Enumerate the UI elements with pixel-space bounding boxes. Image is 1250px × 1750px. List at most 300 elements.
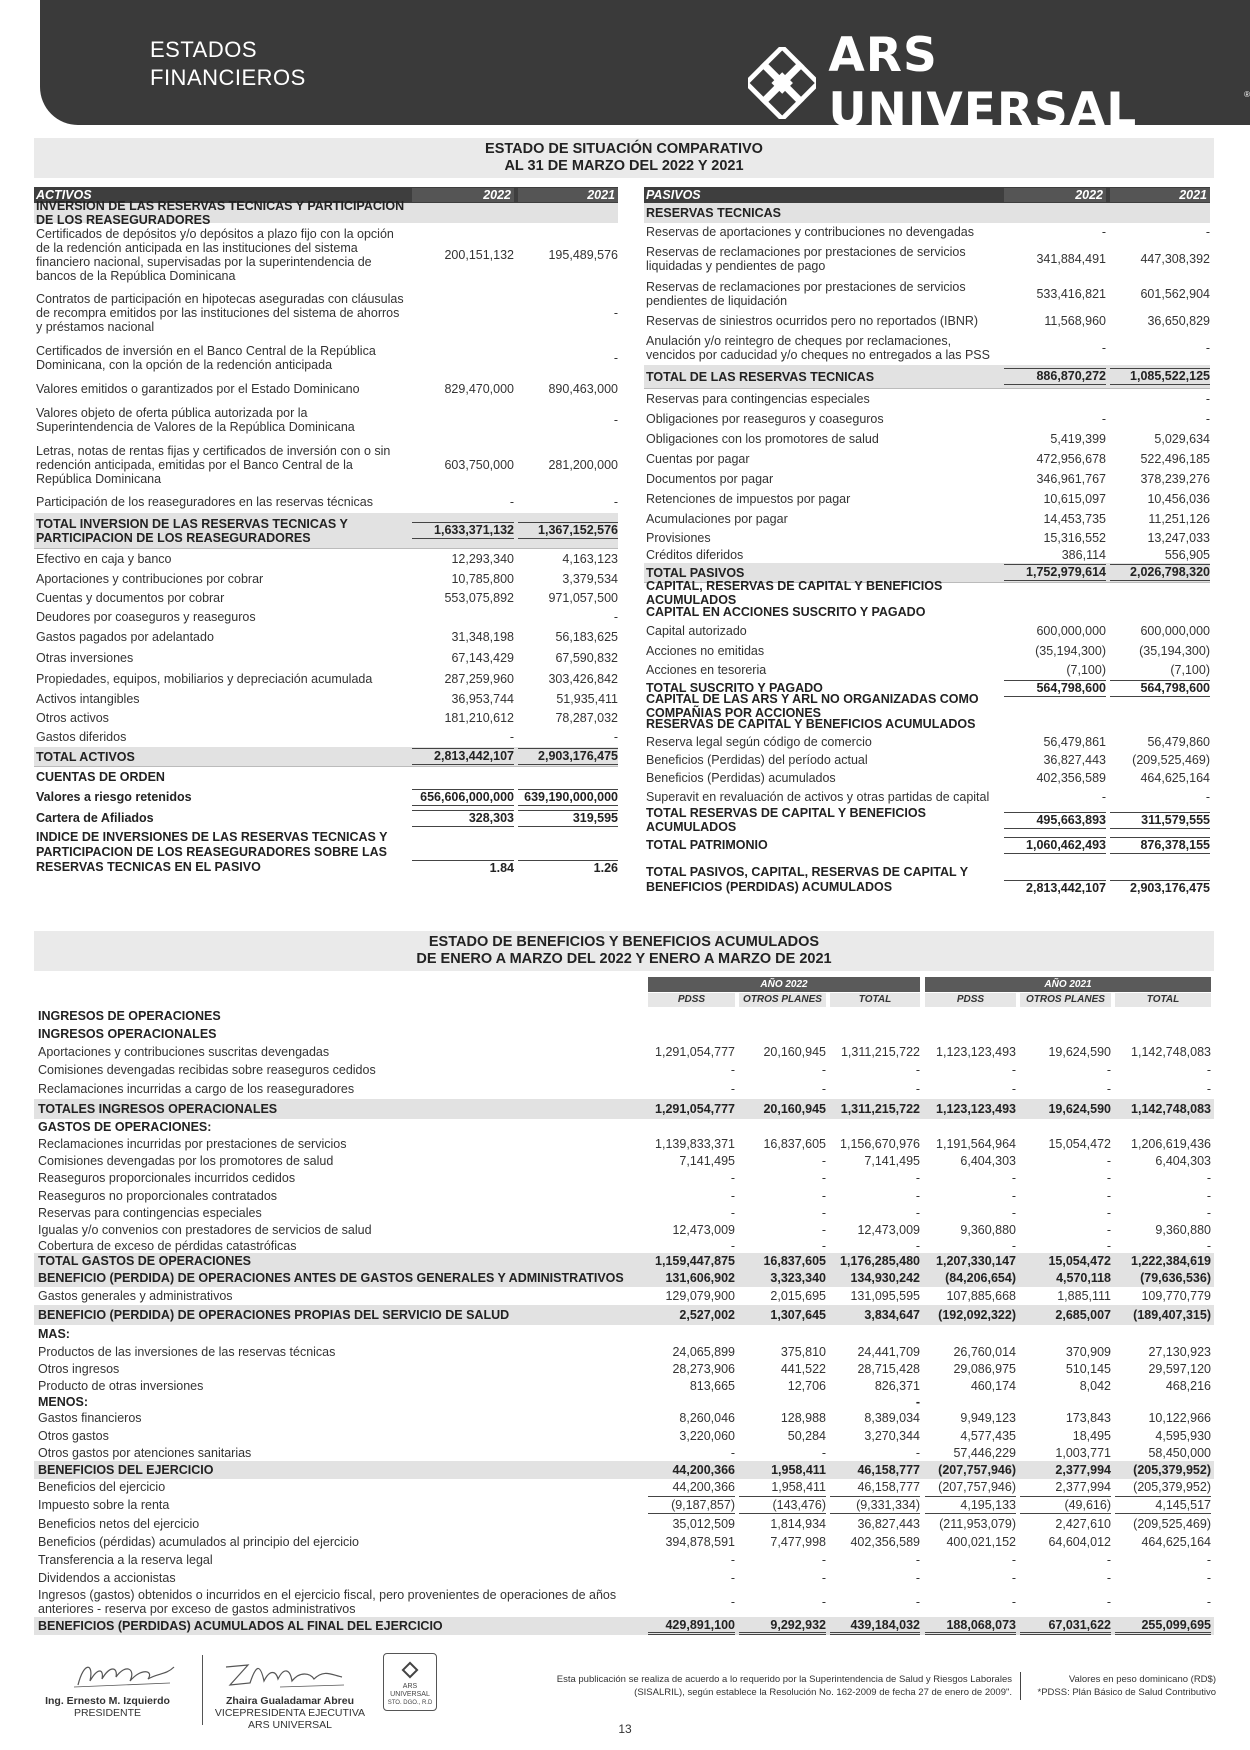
row-value-2021: 556,905	[1164, 548, 1210, 562]
row-value-2022: -	[509, 730, 514, 744]
page-number: 13	[618, 1722, 632, 1736]
income-row-label: Gastos financieros	[38, 1411, 142, 1425]
row-label: Acciones no emitidas	[646, 644, 765, 658]
balance-row	[34, 491, 618, 513]
balance-row	[34, 513, 618, 549]
company-seal	[383, 1653, 437, 1711]
row-value-2022: 31,348,198	[451, 630, 514, 644]
row-value-2021: 3,379,534	[562, 572, 618, 586]
balance-row	[34, 589, 618, 607]
income-row-value: 58,450,000	[1148, 1446, 1211, 1460]
income-rows	[34, 1007, 1214, 1635]
income-row-value: 375,810	[780, 1345, 826, 1359]
income-row-value: 28,273,906	[672, 1362, 735, 1376]
income-row	[34, 1533, 1214, 1551]
row-value-2021: 600,000,000	[1140, 624, 1210, 638]
page-header	[40, 0, 1250, 138]
income-row-value: -	[730, 1063, 735, 1077]
row-label: Reservas para contingencias especiales	[646, 392, 870, 406]
income-row-value: -	[730, 1082, 735, 1096]
income-row	[34, 1479, 1214, 1495]
income-row-value: (84,206,654)	[945, 1271, 1016, 1285]
row-label: Créditos diferidos	[646, 548, 744, 562]
row-label: Reserva legal según código de comercio	[646, 735, 872, 749]
row-value-2022: -	[1101, 341, 1106, 355]
income-row-value: (9,187,857)	[648, 1496, 735, 1514]
income-row-value: 1,291,054,777	[655, 1102, 735, 1116]
row-label: Deudores por coaseguros y reaseguros	[36, 610, 256, 624]
publication-note-line-1: Esta publicación se realiza de acuerdo a lo requerido por la Superintendencia de Salud y Riesgos Laborales	[556, 1674, 1012, 1685]
row-value-2021: 2,903,176,475	[518, 748, 618, 765]
income-row-label: BENEFICIOS DEL EJERCICIO	[38, 1463, 214, 1477]
income-row-value: 1,123,123,493	[936, 1045, 1016, 1059]
brand-logo	[748, 28, 1250, 138]
income-row-value: 1,156,670,976	[840, 1137, 920, 1151]
income-row-value: (189,407,315)	[1133, 1308, 1211, 1322]
balance-row	[644, 489, 1210, 509]
income-row-value: -	[821, 1154, 826, 1168]
income-row-value: 4,577,435	[960, 1429, 1016, 1443]
liabilities-header-year-2: 2021	[1110, 188, 1210, 202]
income-row-value: 188,068,073	[925, 1618, 1016, 1635]
balance-row	[644, 203, 1210, 223]
balance-row	[34, 439, 618, 491]
row-value-2021: 2,903,176,475	[1110, 880, 1210, 895]
assets-header-year-1: 2022	[412, 188, 514, 202]
income-row-value: 29,597,120	[1148, 1362, 1211, 1376]
row-value-2021: 601,562,904	[1140, 287, 1210, 301]
income-row-value: (209,525,469)	[1133, 1517, 1211, 1531]
row-value-2021: 447,308,392	[1140, 252, 1210, 266]
row-value-2021: 303,426,842	[548, 672, 618, 686]
balance-row	[644, 769, 1210, 787]
row-label: Anulación y/o reintegro de cheques por reclamaciones, vencidos por caducidad y/o cheques no entregados a las PSS	[646, 334, 990, 362]
row-label: Beneficios (Perdidas) acumulados	[646, 771, 836, 785]
income-row-value: 57,446,229	[953, 1446, 1016, 1460]
signature-2-name: Zhaira Gualadamar Abreu	[226, 1695, 354, 1707]
income-row-value: 1,142,748,083	[1131, 1102, 1211, 1116]
income-row-value: 131,606,902	[665, 1271, 735, 1285]
row-label: Certificados de inversión en el Banco Central de la República Dominicana, con la opción de la redención anticipada	[36, 344, 376, 372]
income-row-value: (205,379,952)	[1133, 1480, 1211, 1494]
row-value-2021: 319,595	[518, 810, 618, 827]
row-label: Superavit en revaluación de activos y otras partidas de capital	[646, 790, 990, 804]
income-row-value: -	[1106, 1571, 1111, 1585]
row-value-2022: 1,633,371,132	[412, 522, 514, 539]
income-row-value: 460,174	[970, 1379, 1016, 1393]
balance-row	[644, 547, 1210, 563]
income-row-value: 2,527,002	[679, 1308, 735, 1322]
income-row-label: Comisiones devengadas por los promotores de salud	[38, 1154, 334, 1168]
row-value-2021: 639,190,000,000	[518, 789, 618, 806]
row-value-2021: 890,463,000	[548, 382, 618, 396]
row-label: Beneficios (Perdidas) del período actual	[646, 753, 868, 767]
income-row	[34, 1343, 1214, 1361]
row-value-2022: 56,479,861	[1043, 735, 1106, 749]
income-row-value: 10,122,966	[1148, 1411, 1211, 1425]
income-row-value: -	[1106, 1189, 1111, 1203]
balance-row	[644, 241, 1210, 277]
row-value-2021: 281,200,000	[548, 458, 618, 472]
row-value-2022: 1,060,462,493	[1004, 837, 1106, 854]
income-row-label: BENEFICIO (PERDIDA) DE OPERACIONES ANTES DE GASTOS GENERALES Y ADMINISTRATIVOS	[38, 1271, 624, 1285]
balance-row	[644, 807, 1210, 833]
income-row	[34, 1169, 1214, 1187]
document-title	[150, 36, 306, 92]
income-row-value: 3,323,340	[770, 1271, 826, 1285]
income-row-value: 441,522	[780, 1362, 826, 1376]
income-row-value: (49,616)	[1020, 1496, 1111, 1514]
title-line-1: ESTADOS	[150, 37, 258, 62]
row-label: Efectivo en caja y banco	[36, 552, 172, 566]
income-row-value: -	[915, 1571, 920, 1585]
income-row-value: 2,685,007	[1055, 1308, 1111, 1322]
income-row-label: Reservas para contingencias especiales	[38, 1206, 262, 1220]
assets-header-label: ACTIVOS	[36, 188, 92, 202]
row-label: Obligaciones por reaseguros y coaseguros	[646, 412, 884, 426]
income-row-value: (207,757,946)	[938, 1463, 1016, 1477]
income-row-value: 19,624,590	[1048, 1045, 1111, 1059]
row-value-2022: 472,956,678	[1036, 452, 1106, 466]
income-row	[34, 1187, 1214, 1205]
income-row-value: 29,086,975	[953, 1362, 1016, 1376]
income-row-value: -	[915, 1171, 920, 1185]
income-row-value: 1,311,215,722	[840, 1102, 920, 1116]
income-row	[34, 1569, 1214, 1587]
row-label: TOTAL PASIVOS	[646, 565, 745, 580]
balance-row	[34, 709, 618, 727]
balance-row	[644, 365, 1210, 389]
balance-row	[34, 829, 618, 875]
income-row	[34, 1495, 1214, 1515]
income-row-value: -	[730, 1189, 735, 1203]
income-row-value: 3,220,060	[679, 1429, 735, 1443]
income-row-label: BENEFICIOS (PERDIDAS) ACUMULADOS AL FINAL DEL EJERCICIO	[38, 1619, 443, 1633]
liabilities-header-row	[644, 187, 1210, 203]
income-title-line-1: ESTADO DE BENEFICIOS Y BENEFICIOS ACUMULADOS	[428, 934, 820, 950]
row-label: TOTAL INVERSION DE LAS RESERVAS TECNICAS Y PARTICIPACION DE LOS REASEGURADORES	[36, 516, 348, 545]
balance-row	[34, 767, 618, 787]
income-title-line-2: DE ENERO A MARZO DEL 2022 Y ENERO A MARZO DE 2021	[416, 951, 832, 967]
income-row-value: -	[1011, 1571, 1016, 1585]
row-value-2021: 56,479,860	[1147, 735, 1210, 749]
income-row-value: 4,570,118	[1056, 1271, 1111, 1285]
income-row-label: Gastos generales y administrativos	[38, 1289, 233, 1303]
income-row	[34, 1253, 1214, 1269]
balance-row	[644, 603, 1210, 621]
income-row	[34, 1361, 1214, 1377]
income-row-value: 4,195,133	[925, 1496, 1016, 1514]
income-row	[34, 1445, 1214, 1461]
row-value-2021: 1,085,522,125	[1110, 368, 1210, 385]
income-row-value: 16,837,605	[763, 1137, 826, 1151]
balance-row	[34, 339, 618, 377]
income-row-value: 1,191,564,964	[936, 1137, 1016, 1151]
row-label: Acumulaciones por pagar	[646, 512, 788, 526]
income-row-label: Reclamaciones incurridas a cargo de los reaseguradores	[38, 1082, 355, 1096]
row-value-2021: (35,194,300)	[1139, 644, 1210, 658]
row-value-2021: -	[1205, 412, 1210, 426]
income-row	[34, 1587, 1214, 1617]
balance-row	[644, 509, 1210, 529]
row-label: Valores objeto de oferta pública autorizada por la Superintendencia de Valores de la República Dominicana	[36, 406, 355, 434]
row-value-2021: 5,029,634	[1154, 432, 1210, 446]
income-row-value: -	[915, 1553, 920, 1567]
income-row-value: -	[1206, 1553, 1211, 1567]
balance-row	[644, 223, 1210, 241]
income-row-label: MENOS:	[38, 1395, 88, 1409]
row-value-2021: -	[1205, 790, 1210, 804]
income-row-value: 2,377,994	[1055, 1463, 1111, 1477]
balance-row	[644, 449, 1210, 469]
income-column-label: OTROS PLANES	[1020, 993, 1111, 1007]
income-row-value: 8,042	[1079, 1379, 1111, 1393]
income-column-label: TOTAL	[830, 993, 920, 1007]
assets-header-year-2: 2021	[518, 188, 618, 202]
row-label: TOTAL RESERVAS DE CAPITAL Y BENEFICIOS ACUMULADOS	[646, 806, 926, 834]
balance-row	[644, 579, 1210, 607]
row-value-2022: -	[1101, 412, 1106, 426]
income-row-value: 12,473,009	[857, 1223, 920, 1237]
income-row-value: 18,495	[1072, 1429, 1111, 1443]
balance-row	[34, 627, 618, 647]
income-row-label: Reaseguros proporcionales incurridos cedidos	[38, 1171, 296, 1185]
income-row-value: -	[1206, 1206, 1211, 1220]
income-row-value: (9,331,334)	[830, 1496, 920, 1514]
income-row-label: Impuesto sobre la renta	[38, 1498, 170, 1512]
row-label: Valores a riesgo retenidos	[36, 790, 192, 804]
income-row-value: 24,441,709	[857, 1345, 920, 1359]
income-row-value: 15,054,472	[1048, 1254, 1111, 1268]
row-label: Valores emitidos o garantizados por el Estado Dominicano	[36, 382, 360, 396]
income-row-value: -	[1011, 1063, 1016, 1077]
row-value-2022: 328,303	[412, 810, 514, 827]
balance-row	[34, 223, 618, 287]
row-value-2021: -	[613, 351, 618, 365]
income-row-value: 27,130,923	[1148, 1345, 1211, 1359]
income-row-value: 3,834,647	[864, 1308, 920, 1322]
row-label: Capital autorizado	[646, 624, 747, 638]
row-label: Participación de los reaseguradores en las reservas técnicas	[36, 495, 373, 509]
income-row-value: 50,284	[787, 1429, 826, 1443]
balance-row	[644, 277, 1210, 311]
income-row	[34, 1205, 1214, 1221]
income-row-value: 429,891,100	[648, 1618, 735, 1635]
income-row-value: -	[915, 1206, 920, 1220]
row-label: Propiedades, equipos, mobiliarios y depreciación acumulada	[36, 672, 373, 686]
balance-row	[644, 331, 1210, 365]
income-row-label: Beneficios del ejercicio	[38, 1480, 166, 1494]
income-row-value: -	[730, 1239, 735, 1253]
income-row-label: Transferencia a la reserva legal	[38, 1553, 213, 1567]
balance-row	[34, 549, 618, 569]
income-row	[34, 1409, 1214, 1427]
income-row	[34, 1287, 1214, 1305]
income-column-label: TOTAL	[1115, 993, 1211, 1007]
income-row-value: 1,222,384,619	[1131, 1254, 1211, 1268]
row-value-2021: 13,247,033	[1147, 531, 1210, 545]
income-row-label: MAS:	[38, 1327, 70, 1341]
publication-note	[470, 1673, 1012, 1699]
row-value-2021: 522,496,185	[1140, 452, 1210, 466]
income-row-label: Productos de las inversiones de las reservas técnicas	[38, 1345, 336, 1359]
income-row-value: 255,099,695	[1115, 1618, 1211, 1635]
income-row-value: 9,360,880	[1155, 1223, 1211, 1237]
income-row-label: Comisiones devengadas recibidas sobre reaseguros cedidos	[38, 1063, 376, 1077]
row-value-2022: 533,416,821	[1036, 287, 1106, 301]
row-label: Letras, notas de rentas fijas y certificados de inversión con o sin redención anticipada, emitidas por el Banco Central de la República Dominicana	[36, 444, 391, 486]
income-row-value: 20,160,945	[763, 1102, 826, 1116]
signature-1-icon	[70, 1657, 180, 1693]
income-row-value: 173,843	[1065, 1411, 1111, 1425]
income-row-value: 15,054,472	[1048, 1137, 1111, 1151]
income-row-value: -	[821, 1189, 826, 1203]
income-row	[34, 1377, 1214, 1395]
balance-row	[644, 715, 1210, 733]
income-row-value: -	[915, 1595, 920, 1609]
income-row-value: -	[1106, 1206, 1111, 1220]
income-row-value: 439,184,032	[830, 1618, 920, 1635]
balance-row	[644, 429, 1210, 449]
income-table	[34, 977, 1214, 1635]
income-row-value: -	[821, 1063, 826, 1077]
income-row-value: 510,145	[1065, 1362, 1111, 1376]
currency-note	[1024, 1673, 1216, 1699]
income-row	[34, 1325, 1214, 1343]
income-row-value: 36,827,443	[857, 1517, 920, 1531]
income-row-label: Beneficios (pérdidas) acumulados al principio del ejercicio	[38, 1535, 359, 1549]
row-value-2022: 2,813,442,107	[1004, 880, 1106, 895]
row-label: Otros activos	[36, 711, 109, 725]
row-label: TOTAL PASIVOS, CAPITAL, RESERVAS DE CAPITAL Y BENEFICIOS (PERDIDAS) ACUMULADOS	[646, 865, 968, 894]
row-value-2022: 341,884,491	[1036, 252, 1106, 266]
income-row-value: -	[1106, 1239, 1111, 1253]
registered-mark: ®	[1244, 89, 1250, 99]
income-row-value: -	[821, 1571, 826, 1585]
income-column-header	[34, 993, 1214, 1007]
income-row-label: INGRESOS DE OPERACIONES	[38, 1009, 221, 1023]
income-row-value: (211,953,079)	[939, 1517, 1016, 1531]
income-row-value: 1,003,771	[1055, 1446, 1111, 1460]
income-row	[34, 1221, 1214, 1239]
balance-row	[34, 401, 618, 439]
row-label: Activos intangibles	[36, 692, 140, 706]
income-row-value: -	[1011, 1082, 1016, 1096]
income-row	[34, 1617, 1214, 1635]
income-row-label: Reclamaciones incurridas por prestaciones de servicios	[38, 1137, 347, 1151]
row-value-2022: 12,293,340	[451, 552, 514, 566]
seal-emblem-icon	[400, 1660, 420, 1680]
publication-note-line-2: (SISALRIL), según establece la Resolución No. 162-2009 de fecha 27 de enero de 2009".	[634, 1687, 1012, 1698]
signature-2-icon	[220, 1657, 350, 1693]
title-line-2: FINANCIEROS	[150, 65, 306, 90]
row-label: TOTAL PATRIMONIO	[646, 838, 768, 852]
income-row-value: 131,095,595	[850, 1289, 920, 1303]
income-row	[34, 1153, 1214, 1169]
income-row-value: 1,311,215,722	[840, 1045, 920, 1059]
row-value-2021: -	[1205, 392, 1210, 406]
row-value-2021: 564,798,600	[1110, 680, 1210, 697]
income-row-value: -	[821, 1223, 826, 1237]
row-value-2022: 1.84	[412, 860, 514, 875]
income-row-value: 16,837,605	[763, 1254, 826, 1268]
row-value-2021: -	[613, 730, 618, 744]
row-value-2021: 4,163,123	[562, 552, 618, 566]
balance-row	[644, 469, 1210, 489]
liabilities-header-label: PASIVOS	[646, 188, 701, 202]
balance-row	[34, 787, 618, 807]
row-value-2022: 2,813,442,107	[412, 748, 514, 765]
income-row-value: -	[1206, 1239, 1211, 1253]
income-row-value: -	[821, 1082, 826, 1096]
income-row-value: -	[730, 1595, 735, 1609]
income-row-value: -	[1106, 1223, 1111, 1237]
income-row-value: 4,595,930	[1155, 1429, 1211, 1443]
year-2022-header: AÑO 2022	[648, 977, 920, 992]
income-row-value: -	[915, 1446, 920, 1460]
income-row-value: -	[915, 1189, 920, 1203]
signature-1-block	[40, 1695, 175, 1719]
liabilities-rows	[644, 203, 1210, 895]
row-value-2021: 971,057,500	[548, 591, 618, 605]
ars-emblem-icon	[748, 47, 816, 119]
income-row-value: 19,624,590	[1048, 1102, 1111, 1116]
income-row-value: 1,123,123,493	[936, 1102, 1016, 1116]
row-label: Reservas de reclamaciones por prestaciones de servicios liquidadas y pendientes de pago	[646, 245, 966, 273]
row-value-2021: 56,183,625	[555, 630, 618, 644]
income-row-value: 1,159,447,875	[655, 1254, 735, 1268]
income-row-value: (205,379,952)	[1133, 1463, 1211, 1477]
income-row-value: 20,160,945	[763, 1045, 826, 1059]
row-label: INDICE DE INVERSIONES DE LAS RESERVAS TECNICAS Y PARTICIPACION DE LOS REASEGURADORES SOBRE LAS RESERVAS TECNICAS EN EL PASIVO	[36, 830, 388, 874]
row-value-2021: 195,489,576	[548, 248, 618, 262]
signature-1-name: Ing. Ernesto M. Izquierdo	[45, 1695, 170, 1707]
income-row-value: -	[1011, 1595, 1016, 1609]
income-row-value: 28,715,428	[857, 1362, 920, 1376]
row-value-2022: 36,827,443	[1043, 753, 1106, 767]
income-row-label: Igualas y/o convenios con prestadores de servicios de salud	[38, 1223, 372, 1237]
income-row-value: -	[730, 1553, 735, 1567]
liabilities-table	[644, 187, 1210, 895]
income-row-value: 1,307,645	[770, 1308, 826, 1322]
income-row-label: Reaseguros no proporcionales contratados	[38, 1189, 278, 1203]
income-row-value: -	[915, 1239, 920, 1253]
row-value-2022: 67,143,429	[451, 651, 514, 665]
row-value-2021: (7,100)	[1170, 663, 1210, 677]
row-label: Cartera de Afiliados	[36, 811, 154, 825]
income-row-value: -	[730, 1446, 735, 1460]
row-label: CAPITAL, RESERVAS DE CAPITAL Y BENEFICIOS ACUMULADOS	[646, 579, 943, 607]
assets-rows	[34, 199, 618, 875]
income-row-value: 67,031,622	[1020, 1618, 1111, 1635]
row-label: Provisiones	[646, 531, 711, 545]
income-row-value: 1,142,748,083	[1131, 1045, 1211, 1059]
income-row	[34, 1515, 1214, 1533]
income-row-value: 9,360,880	[960, 1223, 1016, 1237]
income-row-label: Aportaciones y contribuciones suscritas devengadas	[38, 1045, 330, 1059]
income-row-label: Ingresos (gastos) obtenidos o incurridos en el ejercicio fiscal, pero provenientes de operaciones de años anteriores - reserva por exceso de gastos administrativos	[38, 1588, 617, 1616]
row-value-2022: 553,075,892	[444, 591, 514, 605]
income-row-label: Dividendos a accionistas	[38, 1571, 176, 1585]
row-value-2021: 36,650,829	[1147, 314, 1210, 328]
row-value-2022: 402,356,589	[1036, 771, 1106, 785]
income-row-value: -	[1206, 1171, 1211, 1185]
row-value-2021: -	[613, 610, 618, 624]
row-value-2021: 378,239,276	[1140, 472, 1210, 486]
row-value-2022: 886,870,272	[1004, 368, 1106, 385]
income-row-value: 9,292,932	[739, 1618, 826, 1635]
income-row-value: 12,473,009	[672, 1223, 735, 1237]
